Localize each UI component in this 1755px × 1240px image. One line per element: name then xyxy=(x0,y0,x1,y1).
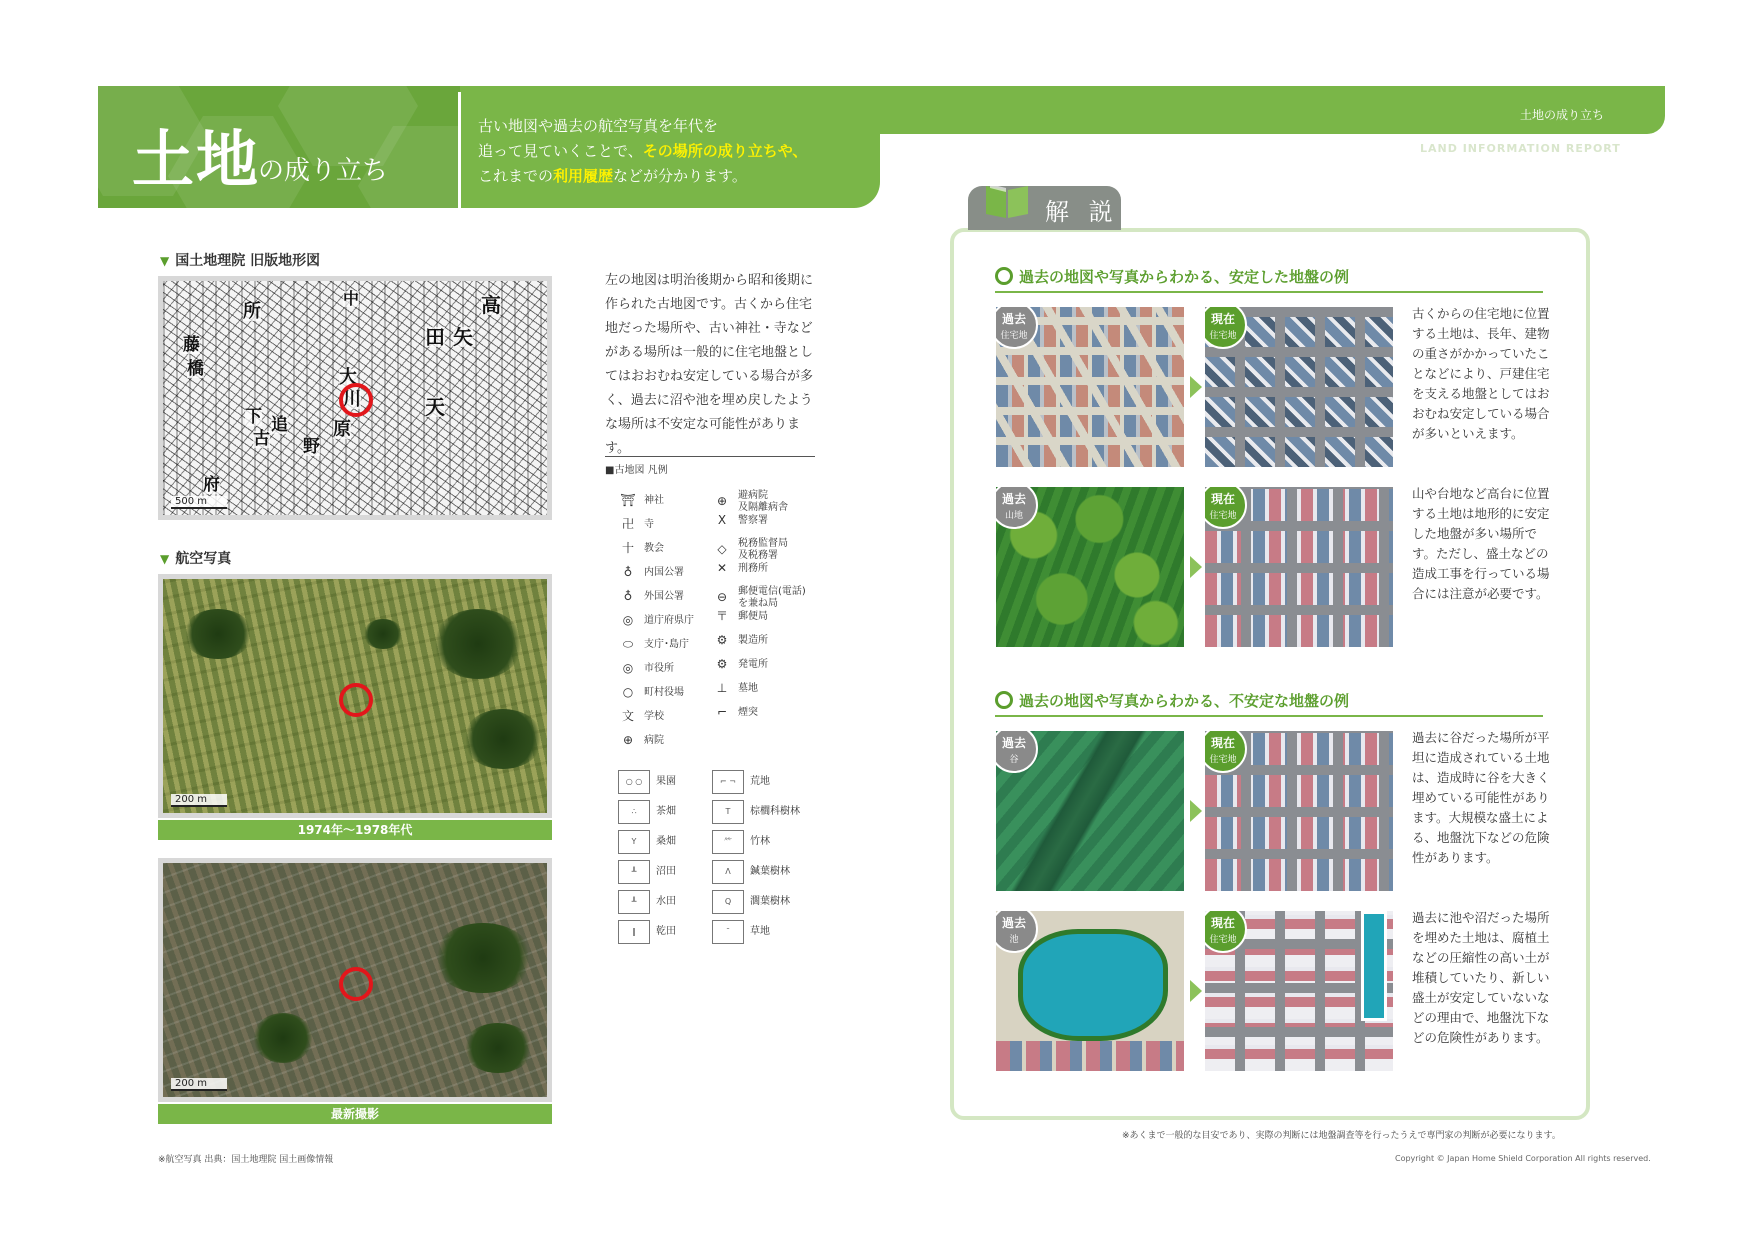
torii-icon: ⛩ xyxy=(620,493,636,507)
legend-label: 内国公署 xyxy=(644,567,684,578)
tree-cluster xyxy=(253,1013,313,1063)
legend-label: 神社 xyxy=(644,495,664,506)
legend-item xyxy=(712,514,768,528)
badge-sub: 住宅地 xyxy=(1000,331,1028,341)
legend-item xyxy=(618,662,674,676)
legend-label: 税務監督局 及税務署 xyxy=(738,538,788,561)
aerial-photo-old xyxy=(163,579,547,813)
title-separator xyxy=(458,92,461,208)
aerial-photo-old-caption: 1974年〜1978年代 xyxy=(158,820,552,840)
badge-label: 現在 xyxy=(1210,736,1235,750)
intro-line xyxy=(478,139,878,164)
legend-item xyxy=(618,638,689,652)
arrow-right-icon xyxy=(1190,800,1202,822)
intro-highlight: 利用履歴 xyxy=(553,167,614,185)
town-hall-icon: ○ xyxy=(622,685,634,699)
illustration-past-pond xyxy=(996,911,1184,1071)
title-block xyxy=(98,86,460,208)
tree-cluster xyxy=(463,709,543,769)
badge-label: 過去 xyxy=(1001,736,1026,750)
example-text: 山や台地など高台に位置する土地は地形的に安定した地盤が多い場所です。ただし、盛土などの造成工事を行っている場合には注意が必要です。 xyxy=(1412,486,1550,601)
legend-label: 棕櫚科樹林 xyxy=(750,806,800,817)
map-char: 追 xyxy=(271,415,288,435)
legend-item xyxy=(618,518,654,532)
legend-label: 草地 xyxy=(750,926,770,937)
now-badge xyxy=(1205,731,1247,773)
post-office-icon: 〒 xyxy=(715,609,728,623)
legend-label: 市役所 xyxy=(644,663,674,674)
old-map-description: 左の地図は明治後期から昭和後期に作られた古地図です。古くから住宅地だった場所や、古い神社・寺などがある場所は一般的に住宅地盤としてはおおむね安定している場合が多く、過去に沼や池を埋め戻したような場所は不安定な可能性があります。 xyxy=(605,273,814,456)
intro-text-span: これまでの xyxy=(478,167,554,185)
legend-label: 荒地 xyxy=(750,776,770,787)
book-icon xyxy=(982,180,1032,220)
legend-label: 寺 xyxy=(644,519,654,530)
stable-section-title xyxy=(995,266,1349,287)
old-map-frame xyxy=(158,276,552,520)
copyright: Copyright © Japan Home Shield Corporation All rights reserved. xyxy=(1395,1154,1651,1163)
legend-label: 町村役場 xyxy=(644,687,684,698)
legend-label: 果園 xyxy=(656,776,676,787)
legend-item xyxy=(712,658,768,672)
triangle-down-icon: ▼ xyxy=(160,552,170,566)
now-badge xyxy=(1205,307,1247,349)
badge-label: 過去 xyxy=(1001,312,1026,326)
legend-label: 支庁･島庁 xyxy=(644,639,689,650)
report-label: LAND INFORMATION REPORT xyxy=(1420,142,1621,155)
legend-label: 濶葉樹林 xyxy=(750,896,790,907)
hospital-icon: ⊕ xyxy=(622,733,634,747)
pond-water xyxy=(1018,929,1168,1041)
scale-bar: 200 m xyxy=(171,1078,227,1091)
illustration-past-mountain xyxy=(996,487,1184,647)
legend-item xyxy=(712,586,806,610)
scale-bar: 500 m xyxy=(171,496,227,509)
map-char: 中 xyxy=(343,289,360,308)
legend-item xyxy=(712,860,790,884)
example-text: 過去に谷だった場所が平坦に造成されている土地は、造成時に谷を大きく埋めている可能性があります。大規模な盛土による、地盤沈下などの危険性があります。 xyxy=(1412,730,1550,865)
intro-highlight-comma: 、 xyxy=(792,142,808,160)
tea-field-icon: ∴ xyxy=(618,800,650,824)
palm-icon: T xyxy=(712,800,744,824)
police-icon: X xyxy=(717,513,727,527)
foreign-office-icon: ♁ xyxy=(623,589,633,603)
badge-sub: 住宅地 xyxy=(1209,755,1237,765)
legend-label: 警察署 xyxy=(738,515,768,526)
legend-item xyxy=(712,610,768,624)
illustration-now-residential xyxy=(1205,307,1393,467)
stable-title-text: 過去の地図や写真からわかる、安定した地盤の例 xyxy=(1019,268,1350,286)
intro-line: 古い地図や過去の航空写真を年代を xyxy=(478,117,719,135)
legend-item xyxy=(618,494,664,508)
legend-item xyxy=(618,860,676,884)
aerial-photo-new-caption: 最新撮影 xyxy=(158,1104,552,1124)
example-text: 古くからの住宅地に位置する土地は、長年、建物の重さがかかっていたことなどにより、戸建住宅を支える地盤としてはおおむね安定している場合が多いといえます。 xyxy=(1412,306,1550,441)
domestic-office-icon: ♁ xyxy=(623,565,633,579)
legend-item xyxy=(712,920,770,944)
legend-item xyxy=(712,538,788,562)
badge-sub: 谷 xyxy=(1009,755,1019,765)
arrow-right-icon xyxy=(1190,556,1202,578)
intro-text-span: 追って見ていくことで、 xyxy=(478,142,643,160)
arrow-right-icon xyxy=(1190,376,1202,398)
legend-item xyxy=(618,710,664,724)
badge-sub: 住宅地 xyxy=(1209,511,1237,521)
temple-icon: 卍 xyxy=(621,517,634,531)
aerial-photo-new-frame xyxy=(158,858,552,1102)
triangle-down-icon: ▼ xyxy=(160,254,170,268)
legend-label: 製造所 xyxy=(738,635,768,646)
conifer-icon: Λ xyxy=(712,860,744,884)
map-char: 矢 xyxy=(453,325,473,349)
source-note: ※航空写真 出典：国土地理院 国土画像情報 xyxy=(158,1155,334,1165)
prison-icon: ✕ xyxy=(716,561,728,575)
legend-label: 発電所 xyxy=(738,659,768,670)
pond-edge-houses xyxy=(996,1041,1184,1071)
bamboo-icon: ⺮ xyxy=(712,830,744,854)
example-text: 過去に池や沼だった場所を埋めた土地は、腐植土などの圧縮性の高い土が堆積していたり、新しい盛土が安定していないなどの理由で、地盤沈下などの危険性があります。 xyxy=(1412,910,1550,1045)
past-badge xyxy=(996,731,1038,773)
legend-item xyxy=(712,800,800,824)
illustration-now-residential xyxy=(1205,911,1393,1071)
map-char: 高 xyxy=(481,293,501,317)
dry-field-icon: ‖ xyxy=(618,920,650,944)
legend-label: 避病院 及隔離病舎 xyxy=(738,490,788,513)
legend-item xyxy=(618,920,676,944)
header-tag: 土地の成り立ち xyxy=(1520,108,1605,122)
location-marker-circle xyxy=(339,967,373,1001)
intro-highlight: その場所の成り立ちや xyxy=(642,142,793,160)
intro-line xyxy=(478,164,878,189)
legend-label: 乾田 xyxy=(656,926,676,937)
legend-label: 墓地 xyxy=(738,683,758,694)
badge-label: 現在 xyxy=(1210,916,1235,930)
location-marker-circle xyxy=(339,383,373,417)
legend-label: 教会 xyxy=(644,543,664,554)
power-plant-icon: ⚙ xyxy=(716,657,728,671)
illustration-now-residential xyxy=(1205,487,1393,647)
map-char: 下 xyxy=(245,407,262,427)
map-char: 野 xyxy=(303,437,320,457)
canal-water xyxy=(1361,911,1387,1021)
legend-item xyxy=(618,614,694,628)
grassland-icon: ˉ xyxy=(712,920,744,944)
legend-label: 郵便電信(電話) を兼ね局 xyxy=(738,586,806,609)
legend-item xyxy=(618,734,664,748)
tree-cluster xyxy=(433,923,533,993)
aerial-title-text: 航空写真 xyxy=(175,551,232,567)
legend-label: 水田 xyxy=(656,896,676,907)
paddy-icon: ╨ xyxy=(618,890,650,914)
wasteland-icon: ⌐ ¬ xyxy=(712,770,744,794)
illustration-past-residential xyxy=(996,307,1184,467)
legend-label: 竹林 xyxy=(750,836,770,847)
legend-item xyxy=(712,682,758,696)
legend-item xyxy=(618,686,684,700)
disclaimer: ※あくまで一般的な目安であり、実際の判断には地盤調査等を行ったうえで専門家の判断が必要になります。 xyxy=(1122,1131,1561,1141)
badge-sub: 山地 xyxy=(1004,511,1023,521)
legend-label: 沼田 xyxy=(656,866,676,877)
badge-label: 過去 xyxy=(1001,916,1026,930)
badge-sub: 住宅地 xyxy=(1209,935,1237,945)
telegraph-office-icon: ⊖ xyxy=(716,590,728,604)
legend-label: 茶畑 xyxy=(656,806,676,817)
chimney-icon: ⌐ xyxy=(716,705,728,719)
map-char: 原 xyxy=(333,419,351,440)
page-title-sub: の成り立ち xyxy=(258,156,389,186)
tree-cluster xyxy=(433,609,523,679)
legend-item xyxy=(618,800,676,824)
explanation-label: 解 説 xyxy=(1045,198,1119,226)
branch-office-icon: ⬭ xyxy=(622,637,634,651)
map-char: 大 xyxy=(339,367,357,388)
intro-text-span: などが分かります。 xyxy=(613,167,747,185)
badge-sub: 住宅地 xyxy=(1209,331,1237,341)
city-hall-icon: ◎ xyxy=(622,661,634,675)
legend-item xyxy=(618,770,676,794)
aerial-photo-old-frame xyxy=(158,574,552,818)
now-badge xyxy=(1205,911,1247,953)
legend-label: 桑畑 xyxy=(656,836,676,847)
page-title: 土地 xyxy=(132,123,261,196)
old-map-image xyxy=(163,281,547,515)
map-char: 天 xyxy=(425,395,445,419)
legend-item xyxy=(618,566,684,580)
tree-cluster xyxy=(363,619,403,649)
old-map-section-title xyxy=(160,250,320,270)
mulberry-icon: Y xyxy=(618,830,650,854)
legend-label: 煙突 xyxy=(738,707,758,718)
badge-label: 過去 xyxy=(1001,492,1026,506)
legend-item xyxy=(712,830,770,854)
legend-item xyxy=(712,706,758,720)
map-char: 橋 xyxy=(187,359,204,379)
aerial-section-title xyxy=(160,548,231,568)
legend-label: 道庁府県庁 xyxy=(644,615,694,626)
location-marker-circle xyxy=(339,683,373,717)
swamp-field-icon: ╨ xyxy=(618,860,650,884)
legend-title: ■古地図 凡例 xyxy=(605,456,815,476)
tax-office-icon: ◇ xyxy=(717,542,727,556)
legend-item xyxy=(712,562,768,576)
past-badge xyxy=(996,307,1038,349)
legend-item xyxy=(618,890,676,914)
prefecture-office-icon: ◎ xyxy=(622,613,634,627)
legend-item xyxy=(712,490,788,514)
map-char: 古 xyxy=(253,429,270,449)
legend-item xyxy=(712,890,790,914)
orchard-icon: ○ ○ xyxy=(618,770,650,794)
scale-bar: 200 m xyxy=(171,794,227,807)
unstable-section-title xyxy=(995,690,1349,711)
legend-item xyxy=(618,542,664,556)
aerial-photo-new xyxy=(163,863,547,1097)
map-char: 藤 xyxy=(183,335,200,355)
arrow-right-icon xyxy=(1190,980,1202,1002)
legend-item xyxy=(618,830,676,854)
legend-label: 郵便局 xyxy=(738,611,768,622)
past-badge xyxy=(996,487,1038,529)
legend-label: 鍼葉樹林 xyxy=(750,866,790,877)
broadleaf-icon: Q xyxy=(712,890,744,914)
factory-icon: ⚙ xyxy=(716,633,728,647)
legend-label: 学校 xyxy=(644,711,664,722)
map-char: 田 xyxy=(425,325,445,349)
magnifier-icon xyxy=(995,267,1013,285)
magnifier-icon xyxy=(995,691,1013,709)
illustration-now-residential xyxy=(1205,731,1393,891)
badge-label: 現在 xyxy=(1210,492,1235,506)
intro-text xyxy=(478,114,878,189)
section-rule xyxy=(995,715,1543,717)
legend-item xyxy=(618,590,684,604)
tree-cluster xyxy=(183,609,253,659)
unstable-title-text: 過去の地図や写真からわかる、不安定な地盤の例 xyxy=(1019,692,1350,710)
map-char: 府 xyxy=(203,475,220,495)
badge-sub: 池 xyxy=(1009,935,1019,945)
badge-label: 現在 xyxy=(1210,312,1235,326)
cemetery-icon: ⊥ xyxy=(716,681,728,695)
school-icon: 文 xyxy=(621,709,634,723)
legend-label: 刑務所 xyxy=(738,563,768,574)
legend-item xyxy=(712,770,770,794)
old-map-title-text: 国土地理院 旧版地形図 xyxy=(175,253,321,269)
map-char: 所 xyxy=(243,301,261,322)
legend-label: 病院 xyxy=(644,735,664,746)
legend-item xyxy=(712,634,768,648)
isolation-hospital-icon: ⊕ xyxy=(716,494,728,508)
now-badge xyxy=(1205,487,1247,529)
map-char: 川 xyxy=(343,389,361,410)
tree-cluster xyxy=(463,1023,533,1073)
church-icon: 十 xyxy=(621,541,634,555)
legend-label: 外国公署 xyxy=(644,591,684,602)
section-rule xyxy=(995,291,1543,293)
header-title-panel xyxy=(98,86,880,208)
illustration-past-valley xyxy=(996,731,1184,891)
